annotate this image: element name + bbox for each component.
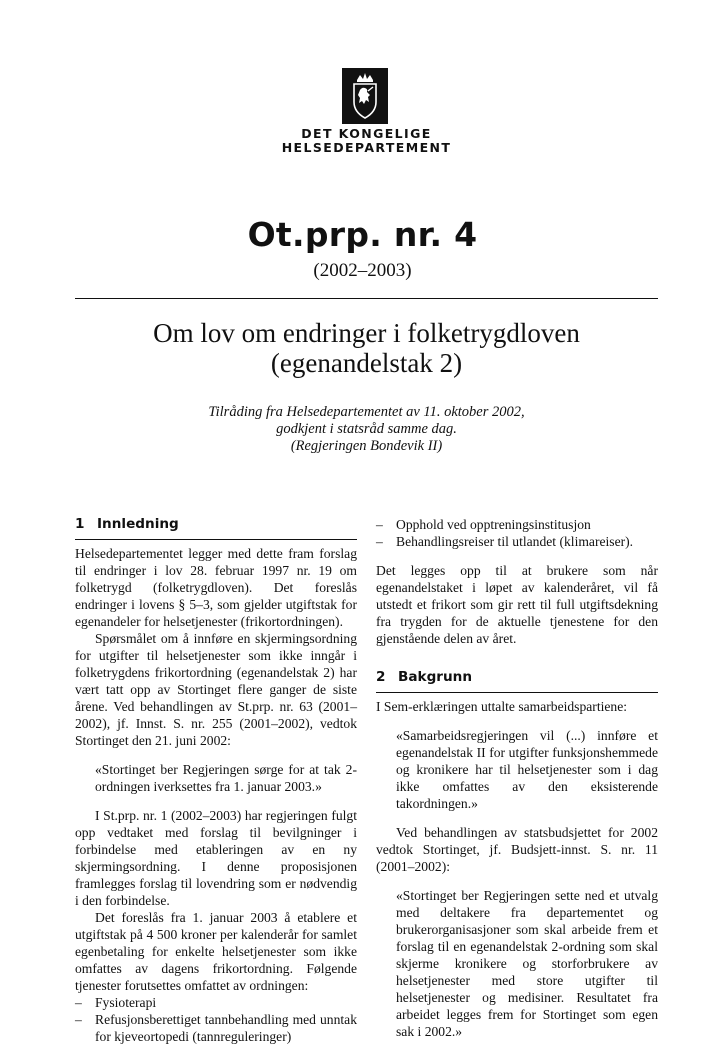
section-1-paragraph-3: I St.prp. nr. 1 (2002–2003) har regjeringen fulgt opp vedtaket med forslag til bevilgninger i forbindelse med etableringen av en ny skjermingsordning. I denne proposisjonen framlegges forslag til lovendring som er nødvendig i den forbindelse. [75,808,357,908]
tilrading-line-3: (Regjeringen Bondevik II) [290,438,443,454]
list-item: – Refusjonsberettiget tannbehandling med unntak for kjeveortopedi (tannreguleringer) [75,1011,357,1045]
title-divider [75,298,658,299]
royal-coat-of-arms-icon [342,68,388,124]
list-item: – Fysioterapi [75,994,357,1011]
list-item: – Behandlingsreiser til utlandet (klimareiser). [376,533,658,550]
section-2-paragraph-1: I Sem-erklæringen uttalte samarbeidspartiene: [376,699,628,714]
tilrading-block [60,404,673,455]
left-column [75,516,357,1045]
section-1-paragraph-5: Det legges opp til at brukere som når egenandelstaket i løpet av kalenderåret, vil få utstedt et frikort som gir rett til full utgiftsdekning fra trygden for de aktuelle tjenestene for den gjenstående delen av året. [376,563,658,646]
section-2-paragraph-2: Ved behandlingen av statsbudsjettet for 2002 vedtok Stortinget, jf. Budsjett-innst. S. nr. 11 (2001–2002): [376,825,658,874]
ministry-name-line1: DET KONGELIGE [301,126,432,141]
services-list-part-1 [75,994,357,1045]
section-2-number: 2 [376,669,386,685]
section-1-paragraph-4: Det foreslås fra 1. januar 2003 å etablere et utgiftstak på 4 500 kroner per kalenderår for samlet egenbetaling for enkelte helsetjenester som ikke omfattes av dagens frikortordning. Følgende tjenester forutsettes omfattet av ordningen: [75,910,357,993]
tilrading-line-2: godkjent i statsråd samme dag. [276,421,457,437]
tilrading-line-1: Tilråding fra Helsedepartementet av 11. oktober 2002, [208,404,525,420]
document-year: (2002–2003) [313,260,412,281]
section-1-paragraph-1: Helsedepartementet legger med dette fram forslag til endringer i lov 28. februar 1997 nr. 19 om folketrygd (folketrygdloven). Det foreslås endringer i lovens § 5–3, som gjelder utgiftstak for egenandeler for helsetjenester (frikortordningen). [75,546,357,629]
document-title: Ot.prp. nr. 4 [247,215,478,254]
section-2-title: Bakgrunn [398,669,473,685]
ministry-name-line2: HELSEDEPARTEMENT [281,140,452,155]
section-1-title: Innledning [97,516,179,532]
section-2-quote-2: «Stortinget ber Regjeringen sette ned et utvalg med deltakere fra departementet og brukerorganisasjoner som skal arbeide frem et forslag til en egenandelstak 2-ordning som skal skjerme kronikere og storforbrukere av helsetjenester med store utgifter til helsetjenester og medisiner. Resultatet fra arbeidet legges frem for Stortinget som egen sak i 2002.» [396,888,658,1039]
subject-line-1: Om lov om endringer i folketrygdloven [153,318,580,348]
subject-line-2: (egenandelstak 2) [270,348,463,378]
document-subject [60,318,673,378]
section-1-heading [75,516,357,540]
section-2-quote-1: «Samarbeidsregjeringen vil (...) innføre et egenandelstak II for utgifter funksjonshemmede og kronikere har til helsetjenester som i dag ikke omfattes av den eksisterende takordningen.» [396,728,658,811]
right-column [376,516,658,1052]
list-item: – Opphold ved opptreningsinstitusjon [376,516,658,533]
services-list-part-2 [376,516,658,550]
section-1-quote: «Stortinget ber Regjeringen sørge for at tak 2-ordningen iverksettes fra 1. januar 2003.» [95,762,357,794]
section-1-number: 1 [75,516,85,532]
section-1-paragraph-2: Spørsmålet om å innføre en skjermingsordning for utgifter til helsetjenester som ikke inngår i folketrygdens frikortordning (egenandelstak 2) har vært tatt opp av Stortinget flere ganger de siste årene. Ved behandlingen av St.prp. nr. 63 (2001–2002), jf. Innst. S. nr. 255 (2001–2002), vedtok Stortinget den 21. juni 2002: [75,631,357,748]
section-2-heading [376,669,658,693]
